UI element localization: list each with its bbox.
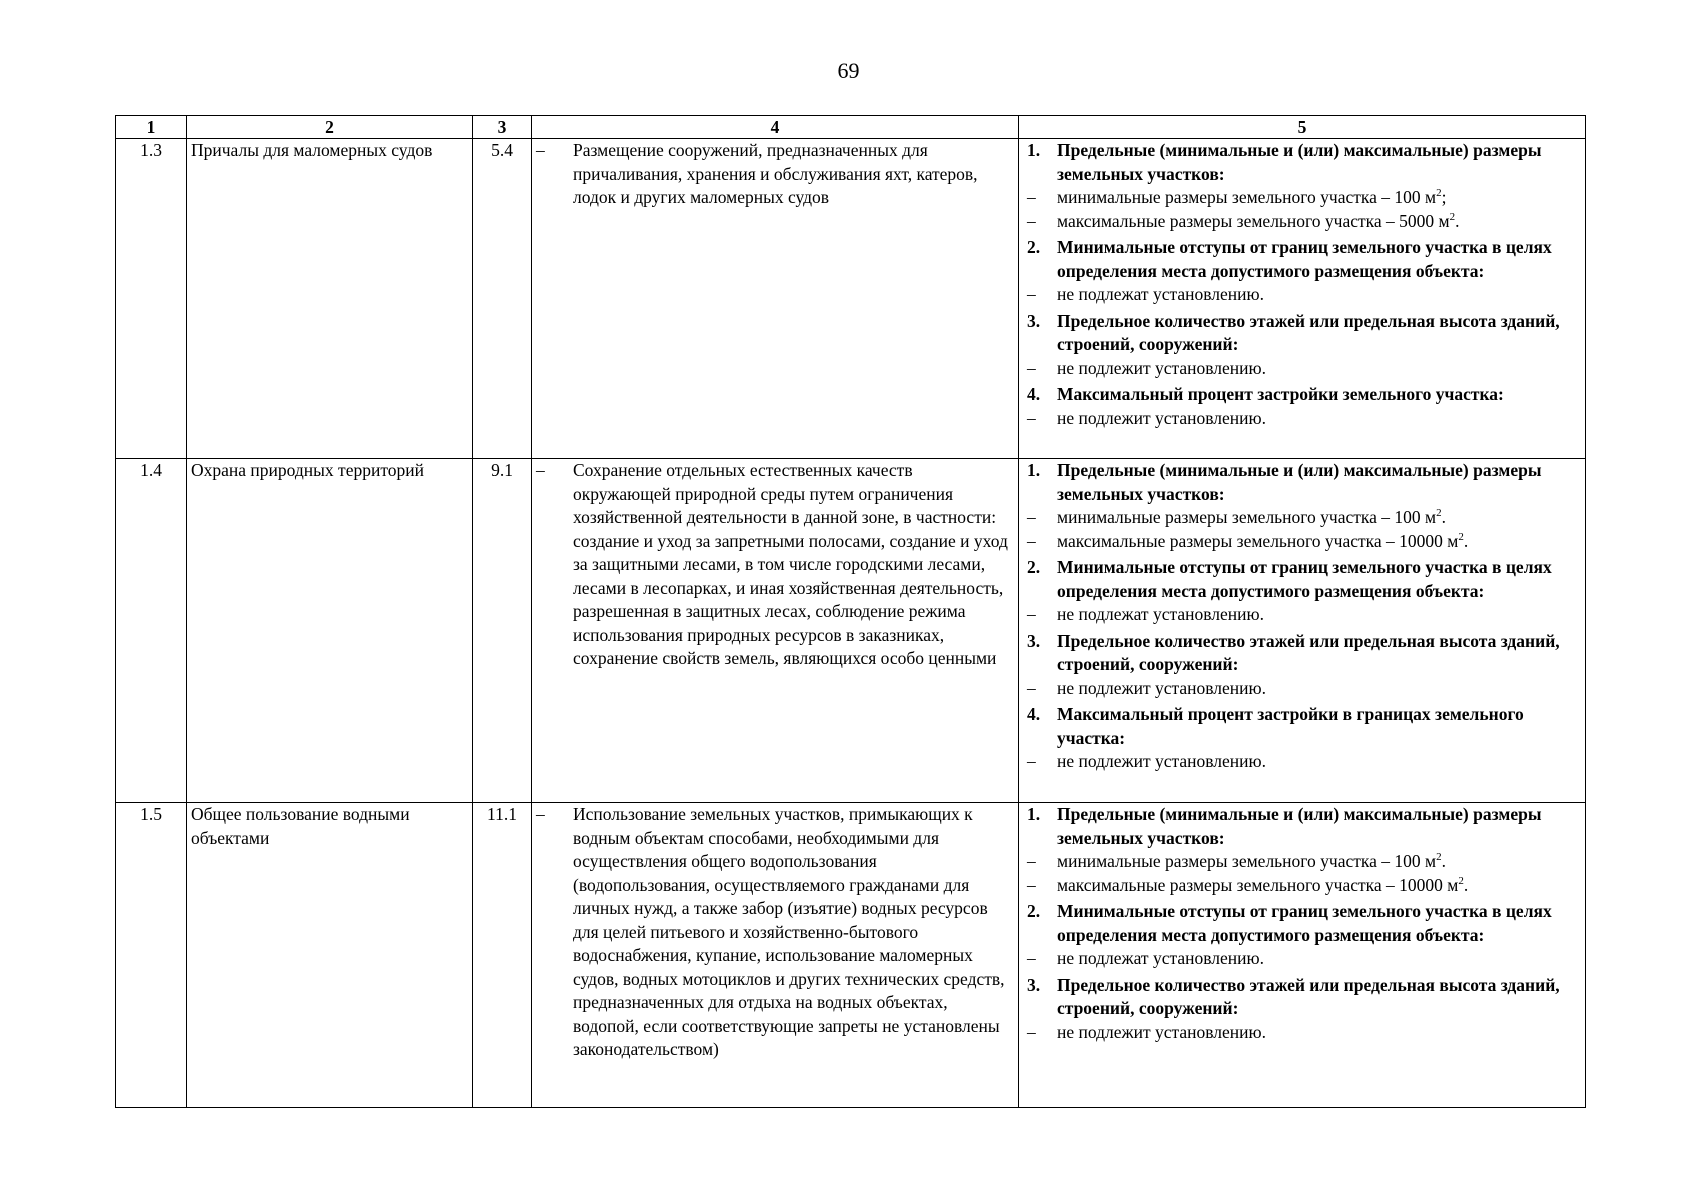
parameter-value-text	[1057, 750, 1581, 774]
dash-marker: –	[1027, 948, 1036, 968]
value-ending: ;	[1441, 187, 1447, 207]
parameter-value-text	[1057, 850, 1581, 874]
value-ending: .	[1259, 604, 1264, 624]
page-number: 69	[837, 58, 860, 83]
parameter-number: 3.	[1027, 630, 1041, 651]
table-row	[116, 459, 1586, 803]
value-text: не подлежат установлению	[1057, 604, 1260, 624]
value-ending: .	[1441, 507, 1446, 527]
value-ending: .	[1259, 284, 1264, 304]
dash-marker: –	[536, 140, 545, 160]
parameter-number: 3.	[1027, 310, 1041, 331]
parameter-heading	[1023, 703, 1581, 750]
value-ending: .	[1463, 874, 1469, 895]
use-description	[532, 803, 1019, 1108]
parameter-value	[1023, 506, 1581, 530]
parameter-value	[1023, 677, 1581, 701]
value-ending: .	[1261, 357, 1266, 378]
parameter-value-text	[1057, 186, 1581, 210]
parameter-title: Предельные (минимальные и (или) максимальные) размеры земельных участков:	[1057, 460, 1542, 504]
parameter-number: 2.	[1027, 557, 1041, 577]
superscript: 2	[1436, 851, 1442, 864]
parameter-value-text	[1057, 874, 1581, 898]
land-use-table	[115, 115, 1586, 1108]
parameter-number: 2.	[1027, 237, 1041, 257]
parameter-value	[1023, 850, 1581, 874]
parameter-title: Предельные (минимальные и (или) максимальные) размеры земельных участков:	[1057, 140, 1542, 184]
row-number: 1.5	[116, 803, 187, 1108]
parameter-value	[1023, 530, 1581, 554]
value-ending: .	[1441, 851, 1446, 871]
value-text: не подлежит установлению	[1057, 357, 1262, 378]
superscript: 2	[1449, 210, 1456, 223]
superscript: 2	[1436, 507, 1442, 520]
parameter-heading	[1023, 310, 1581, 357]
value-text: не подлежит установлению	[1057, 677, 1262, 698]
parameters-cell	[1019, 459, 1586, 803]
value-ending: .	[1455, 210, 1460, 231]
row-number: 1.3	[116, 139, 187, 459]
dash-marker: –	[1027, 284, 1036, 304]
value-text: минимальные размеры земельного участка – 100 м	[1057, 851, 1437, 871]
parameter-value-text	[1057, 357, 1581, 381]
value-ending: .	[1261, 1021, 1266, 1042]
value-text: максимальные размеры земельного участка – 10000 м	[1057, 530, 1459, 551]
header-row	[116, 116, 1586, 139]
parameter-heading	[1023, 139, 1581, 186]
parameter-title: Минимальные отступы от границ земельного участка в целях определения места допустимого размещения объекта:	[1057, 237, 1552, 281]
row-number: 1.4	[116, 459, 187, 803]
dash-marker: –	[1027, 530, 1036, 551]
parameter-title: Предельное количество этажей или предельная высота зданий, строений, сооружений:	[1057, 630, 1560, 674]
value-text: минимальные размеры земельного участка – 100 м	[1057, 507, 1437, 527]
parameter-value-text	[1057, 677, 1581, 701]
parameter-number: 1.	[1027, 140, 1041, 160]
parameter-value-text	[1057, 947, 1581, 971]
value-text: не подлежат установлению	[1057, 948, 1260, 968]
parameter-number: 1.	[1027, 460, 1041, 480]
parameter-number: 1.	[1027, 804, 1041, 824]
dash-marker: –	[1027, 187, 1036, 207]
parameter-number: 3.	[1027, 974, 1041, 995]
superscript: 2	[1436, 187, 1442, 200]
dash-marker: –	[1027, 604, 1036, 624]
value-text: не подлежит установлению	[1057, 1021, 1262, 1042]
value-ending: .	[1259, 948, 1264, 968]
dash-marker: –	[1027, 507, 1036, 527]
parameter-value-text	[1057, 603, 1581, 627]
dash-marker: –	[1027, 874, 1036, 895]
value-ending: .	[1261, 751, 1266, 771]
use-description-text: Использование земельных участков, примыкающих к водным объектам способами, необходимыми для осуществления общего водопользования (водопользования, осуществляемого гражданами для личных нужд, а также забор (изъятие) водных ресурсов для целей питьевого и хозяйственно-бытового водоснабжения, купание, использование маломерных судов, водных мотоциклов и других технических средств, предназначенных для отдыха на водных объектах, водопой, если соответствующие запреты не установлены законодательством)	[573, 804, 1005, 1059]
parameter-title: Максимальный процент застройки земельного участка:	[1057, 384, 1504, 404]
parameter-value	[1023, 750, 1581, 774]
use-name: Причалы для маломерных судов	[187, 139, 473, 459]
parameter-heading	[1023, 630, 1581, 677]
use-code: 11.1	[473, 803, 532, 1108]
column-header: 5	[1019, 116, 1586, 139]
table-row	[116, 139, 1586, 459]
use-description-item	[536, 139, 1014, 210]
use-name: Охрана природных территорий	[187, 459, 473, 803]
use-code: 5.4	[473, 139, 532, 459]
parameter-heading	[1023, 459, 1581, 506]
parameter-title: Минимальные отступы от границ земельного участка в целях определения места допустимого размещения объекта:	[1057, 557, 1552, 601]
use-description-item	[536, 803, 1014, 1062]
parameter-value	[1023, 603, 1581, 627]
parameters-cell	[1019, 139, 1586, 459]
dash-marker: –	[1027, 357, 1036, 378]
parameter-title: Предельное количество этажей или предельная высота зданий, строений, сооружений:	[1057, 310, 1560, 354]
value-text: не подлежат установлению	[1057, 284, 1260, 304]
use-description-text: Размещение сооружений, предназначенных для причаливания, хранения и обслуживания яхт, катеров, лодок и других маломерных судов	[573, 140, 978, 207]
parameter-heading	[1023, 900, 1581, 947]
parameter-value	[1023, 874, 1581, 898]
column-header: 2	[187, 116, 473, 139]
parameter-value-text	[1057, 506, 1581, 530]
dash-marker: –	[536, 804, 545, 824]
parameter-heading	[1023, 556, 1581, 603]
value-ending: .	[1261, 407, 1266, 428]
dash-marker: –	[1027, 751, 1036, 771]
parameter-value	[1023, 186, 1581, 210]
column-header: 4	[532, 116, 1019, 139]
use-code: 9.1	[473, 459, 532, 803]
parameter-value	[1023, 283, 1581, 307]
table-row	[116, 803, 1586, 1108]
parameter-value-text	[1057, 283, 1581, 307]
value-text: максимальные размеры земельного участка – 5000 м	[1057, 210, 1450, 231]
parameter-value	[1023, 1021, 1581, 1045]
parameter-value	[1023, 947, 1581, 971]
parameter-value-text	[1057, 530, 1581, 554]
superscript: 2	[1458, 874, 1464, 887]
parameter-heading	[1023, 236, 1581, 283]
parameter-value-text	[1057, 1021, 1581, 1045]
dash-marker: –	[1027, 210, 1036, 231]
value-ending: .	[1463, 530, 1469, 551]
value-text: минимальные размеры земельного участка – 100 м	[1057, 187, 1437, 207]
parameter-value	[1023, 210, 1581, 234]
value-ending: .	[1261, 677, 1266, 698]
value-text: максимальные размеры земельного участка – 10000 м	[1057, 874, 1459, 895]
parameter-value-text	[1057, 407, 1581, 431]
parameter-number: 4.	[1027, 384, 1041, 404]
dash-marker: –	[1027, 407, 1036, 428]
parameter-title: Максимальный процент застройки в границах земельного участка:	[1057, 704, 1524, 748]
superscript: 2	[1458, 530, 1464, 543]
value-text: не подлежит установлению	[1057, 407, 1262, 428]
parameter-heading	[1023, 803, 1581, 850]
parameter-number: 2.	[1027, 901, 1041, 921]
dash-marker: –	[1027, 1021, 1036, 1042]
value-text: не подлежит установлению	[1057, 751, 1262, 771]
use-description-item	[536, 459, 1014, 671]
parameter-title: Предельные (минимальные и (или) максимальные) размеры земельных участков:	[1057, 804, 1542, 848]
parameter-number: 4.	[1027, 704, 1041, 724]
use-description	[532, 459, 1019, 803]
parameter-value-text	[1057, 210, 1581, 234]
dash-marker: –	[536, 460, 545, 480]
parameter-value	[1023, 407, 1581, 431]
parameter-value	[1023, 357, 1581, 381]
column-header: 1	[116, 116, 187, 139]
parameter-heading	[1023, 383, 1581, 407]
use-name: Общее пользование водными объектами	[187, 803, 473, 1108]
parameter-title: Минимальные отступы от границ земельного участка в целях определения места допустимого размещения объекта:	[1057, 901, 1552, 945]
use-description-text: Сохранение отдельных естественных качеств окружающей природной среды путем ограничения хозяйственной деятельности в данной зоне, в частности: создание и уход за запретными полосами, создание и уход за защитными лесами, в том числе городскими лесами, лесами в лесопарках, и иная хозяйственная деятельность, разрешенная в защитных лесах, соблюдение режима использования природных ресурсов в заказниках, сохранение свойств земель, являющихся особо ценными	[573, 460, 1008, 668]
column-header: 3	[473, 116, 532, 139]
parameter-heading	[1023, 974, 1581, 1021]
parameter-title: Предельное количество этажей или предельная высота зданий, строений, сооружений:	[1057, 974, 1560, 1018]
dash-marker: –	[1027, 677, 1036, 698]
parameters-cell	[1019, 803, 1586, 1108]
use-description	[532, 139, 1019, 459]
dash-marker: –	[1027, 851, 1036, 871]
